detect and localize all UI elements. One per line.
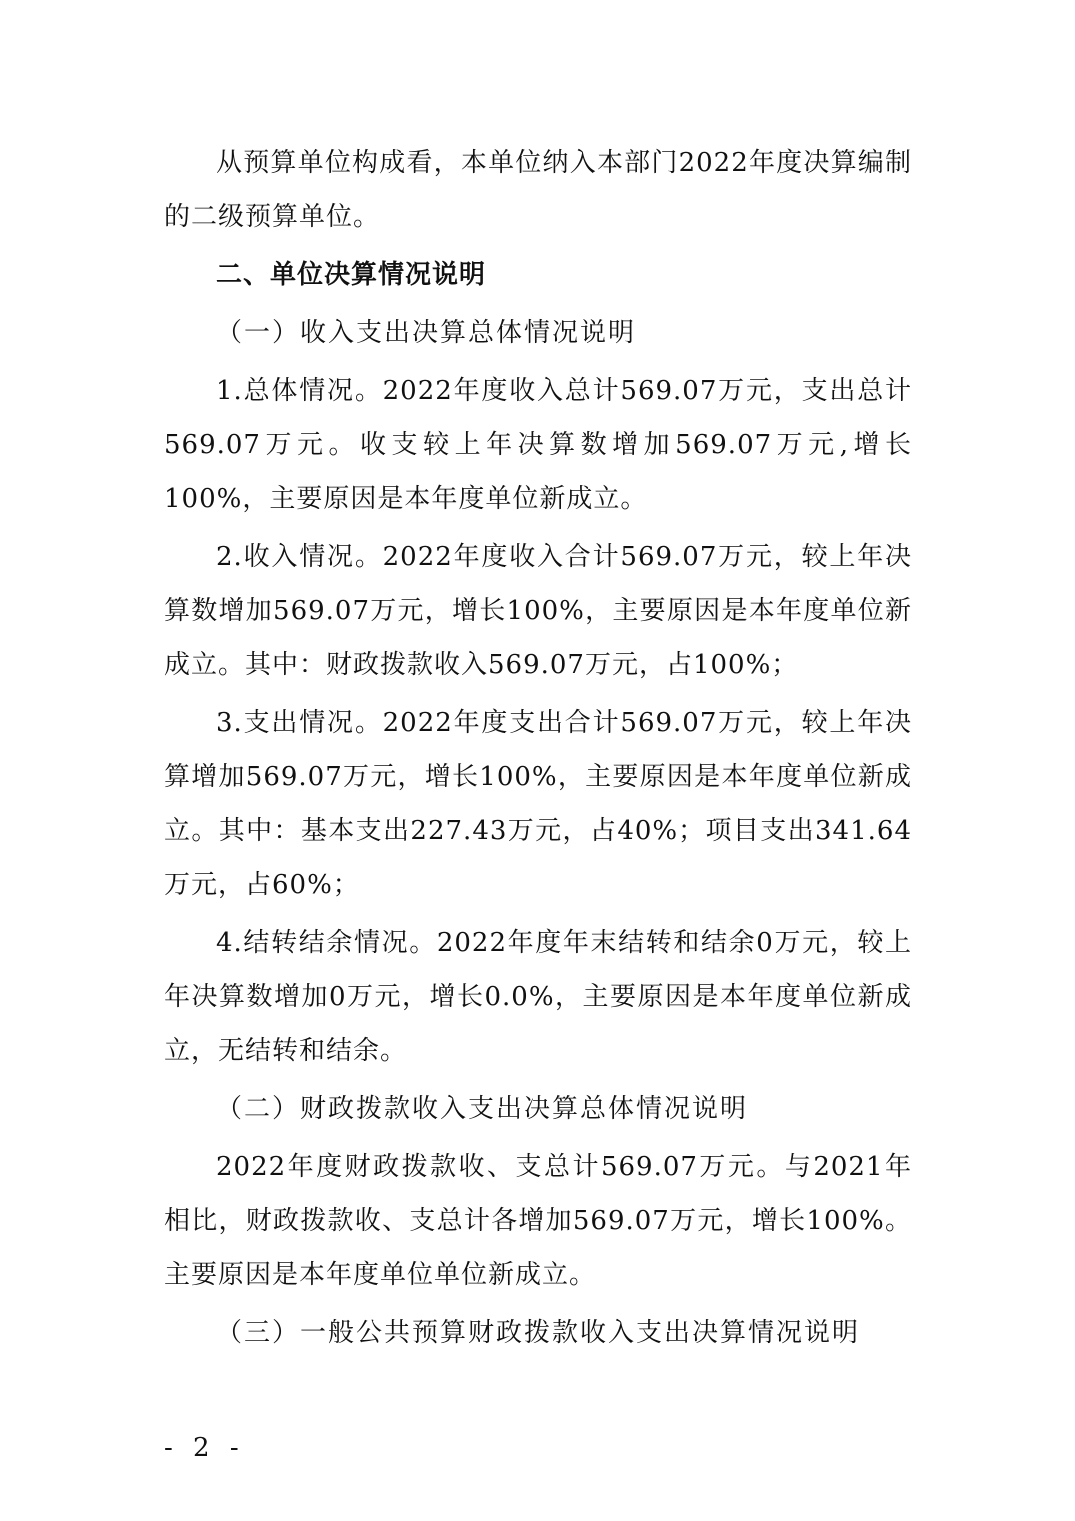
paragraph-income-situation: 2.收入情况。2022年度收入合计569.07万元，较上年决算数增加569.07万元，增长100%，主要原因是本年度单位新成立。其中：财政拨款收入569.07万元，占100%； [164, 542, 912, 680]
paragraph-fiscal-appropriation: 2022年度财政拨款收、支总计569.07万元。与2021年相比，财政拨款收、支总计各增加569.07万元，增长100%。主要原因是本年度单位单位新成立。 [164, 1152, 912, 1290]
subheading-income-expense-overview: （一）收入支出决算总体情况说明 [216, 318, 637, 348]
paragraph-budget-units: 从预算单位构成看，本单位纳入本部门2022年度决算编制的二级预算单位。 [164, 148, 912, 232]
document-body [164, 136, 912, 1364]
page-number: - 2 - [164, 1433, 245, 1463]
paragraph-expense-situation: 3.支出情况。2022年度支出合计569.07万元，较上年决算增加569.07万元，增长100%，主要原因是本年度单位新成立。其中：基本支出227.43万元，占40%；项目支出341.64万元，占60%； [164, 708, 912, 900]
paragraph-carryover-balance: 4.结转结余情况。2022年度年末结转和结余0万元，较上年决算数增加0万元，增长0.0%，主要原因是本年度单位新成立，无结转和结余。 [164, 928, 912, 1066]
section-heading-unit-accounts: 二、单位决算情况说明 [216, 260, 487, 290]
paragraph-overall-situation: 1.总体情况。2022年度收入总计569.07万元，支出总计569.07万元。收支较上年决算数增加569.07万元,增长100%，主要原因是本年度单位新成立。 [164, 376, 912, 514]
subheading-general-public-budget: （三）一般公共预算财政拨款收入支出决算情况说明 [216, 1318, 861, 1348]
subheading-fiscal-appropriation: （二）财政拨款收入支出决算总体情况说明 [216, 1094, 749, 1124]
